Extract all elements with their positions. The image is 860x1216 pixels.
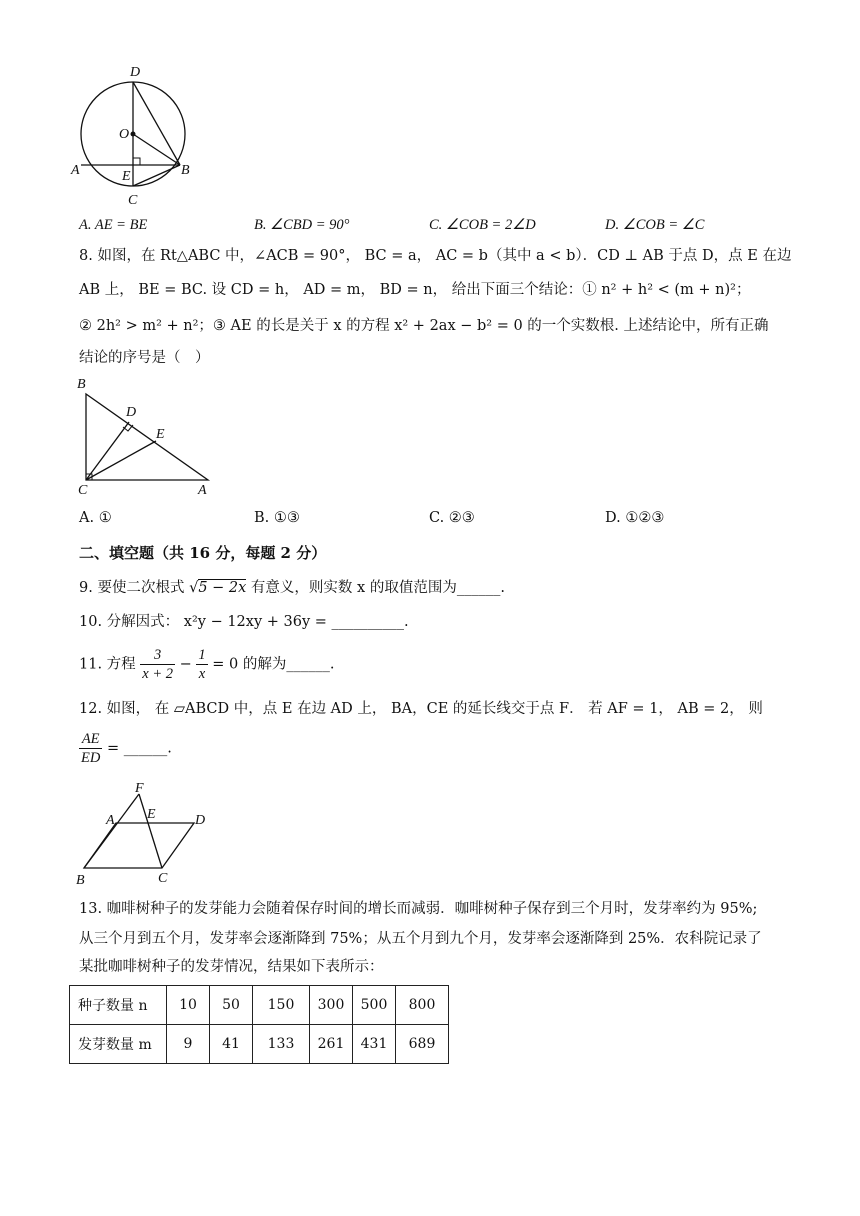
table-cell: 9 (167, 1025, 210, 1064)
q12-line-2 (79, 730, 172, 767)
q13-line-3: 某批咖啡树种子的发芽情况，结果如下表所示： (79, 959, 384, 975)
q8-line-3: ② 2h² > m² + n²；③ AE 的长是关于 x 的方程 x² + 2ax − b² = 0 的一个实数根. 上述结论中，所有正确 (79, 318, 769, 334)
q11-line (79, 646, 334, 683)
table-cell: 261 (310, 1025, 353, 1064)
segment-db (133, 82, 180, 165)
row-header-seed-count: 种子数量 n (70, 986, 167, 1025)
segment-cd (86, 422, 129, 480)
table-cell: 300 (310, 986, 353, 1025)
label-c: C (128, 193, 138, 208)
q8-triangle-figure (74, 374, 219, 499)
q12-frac-denominator: ED (81, 750, 101, 766)
label-a: A (71, 163, 80, 178)
q7-circle-figure (70, 60, 200, 210)
right-angle-mark (133, 158, 140, 165)
label-d: D (195, 813, 206, 828)
q9-line (79, 578, 505, 598)
table-cell: 41 (210, 1025, 253, 1064)
label-b: B (76, 873, 85, 888)
q13-line-2: 从三个月到五个月，发芽率会逐渐降到 75%；从五个月到九个月，发芽率会逐渐降到 25%．农科院记录了 (79, 931, 762, 947)
q11-fraction-1 (140, 646, 175, 683)
q11-fraction-2 (196, 646, 207, 683)
q12-frac-numerator: AE (79, 730, 102, 749)
q11-frac1-numerator: 3 (140, 646, 175, 665)
segment-cb (133, 165, 180, 186)
q11-suffix: = 0 的解为______. (212, 656, 335, 673)
table-cell: 50 (210, 986, 253, 1025)
q13-line-1: 13. 咖啡树种子的发芽能力会随着保存时间的增长而减弱．咖啡树种子保存到三个月时，发芽率约为 95%; (79, 901, 758, 917)
q7-option-a[interactable]: A. AE = BE (79, 217, 148, 233)
label-e: E (147, 807, 156, 822)
q7-option-b[interactable]: B. ∠CBD = 90° (254, 217, 350, 233)
label-a: A (106, 813, 115, 828)
triangle-abc (86, 394, 208, 480)
q11-frac1-denominator: x + 2 (142, 666, 174, 682)
label-b: B (181, 163, 190, 178)
label-e: E (156, 427, 165, 442)
label-b: B (77, 377, 86, 392)
q11-frac2-numerator: 1 (198, 647, 206, 663)
table-cell: 800 (396, 986, 449, 1025)
q12-line-1: 12. 如图， 在 ▱ABCD 中，点 E 在边 AD 上， BA，CE 的延长线交于点 F． 若 AF = 1， AB = 2， 则 (79, 701, 763, 717)
label-f: F (135, 781, 144, 796)
segment-cf (139, 794, 162, 868)
label-o: O (119, 127, 130, 142)
q10-line: 10. 分解因式： x²y − 12xy + 36y = __________. (79, 614, 409, 630)
q8-line-4: 结论的序号是（ ） (79, 350, 210, 366)
q11-minus: − (179, 656, 192, 673)
segment-bf (84, 794, 139, 868)
q12-suffix: = ______. (106, 740, 172, 757)
q13-data-table (69, 985, 449, 1064)
table-cell: 150 (253, 986, 310, 1025)
q8-option-a[interactable]: A. ① (79, 510, 112, 526)
label-d: D (130, 65, 141, 80)
table-cell: 10 (167, 986, 210, 1025)
table-cell: 500 (353, 986, 396, 1025)
label-a: A (198, 483, 207, 498)
q7-option-d[interactable]: D. ∠COB = ∠C (605, 217, 705, 233)
q11-frac2-denominator: x (198, 666, 206, 682)
label-c: C (78, 483, 88, 498)
q12-fraction (79, 730, 102, 767)
q8-option-c[interactable]: C. ②③ (429, 510, 475, 526)
q11-prefix: 11. 方程 (79, 656, 136, 673)
label-c: C (158, 871, 168, 886)
center-point (131, 132, 136, 137)
q8-option-d[interactable]: D. ①②③ (605, 510, 665, 526)
table-cell: 431 (353, 1025, 396, 1064)
q9-prefix: 9. 要使二次根式 (79, 580, 185, 596)
label-d: D (126, 405, 137, 420)
segment-ce (86, 441, 156, 480)
table-row (70, 1025, 449, 1064)
q9-suffix: 有意义，则实数 x 的取值范围为______. (250, 580, 505, 596)
q8-line-1: 8. 如图，在 Rt△ABC 中，∠ACB = 90°， BC = a， AC = b（其中 a < b）．CD ⊥ AB 于点 D，点 E 在边 (79, 248, 792, 264)
table-cell: 133 (253, 1025, 310, 1064)
table-cell: 689 (396, 1025, 449, 1064)
section-2-heading: 二、填空题（共 16 分，每题 2 分） (79, 544, 327, 562)
q9-radical: √5 − 2x (189, 580, 247, 596)
label-e: E (122, 169, 131, 184)
row-header-germinated-count: 发芽数量 m (70, 1025, 167, 1064)
q7-option-c[interactable]: C. ∠COB = 2∠D (429, 217, 536, 233)
table-row (70, 986, 449, 1025)
q8-option-b[interactable]: B. ①③ (254, 510, 300, 526)
q8-line-2: AB 上， BE = BC. 设 CD = h， AD = m， BD = n， 给出下面三个结论：① n² + h² < (m + n)²； (79, 282, 751, 298)
q12-parallelogram-figure (74, 780, 214, 890)
